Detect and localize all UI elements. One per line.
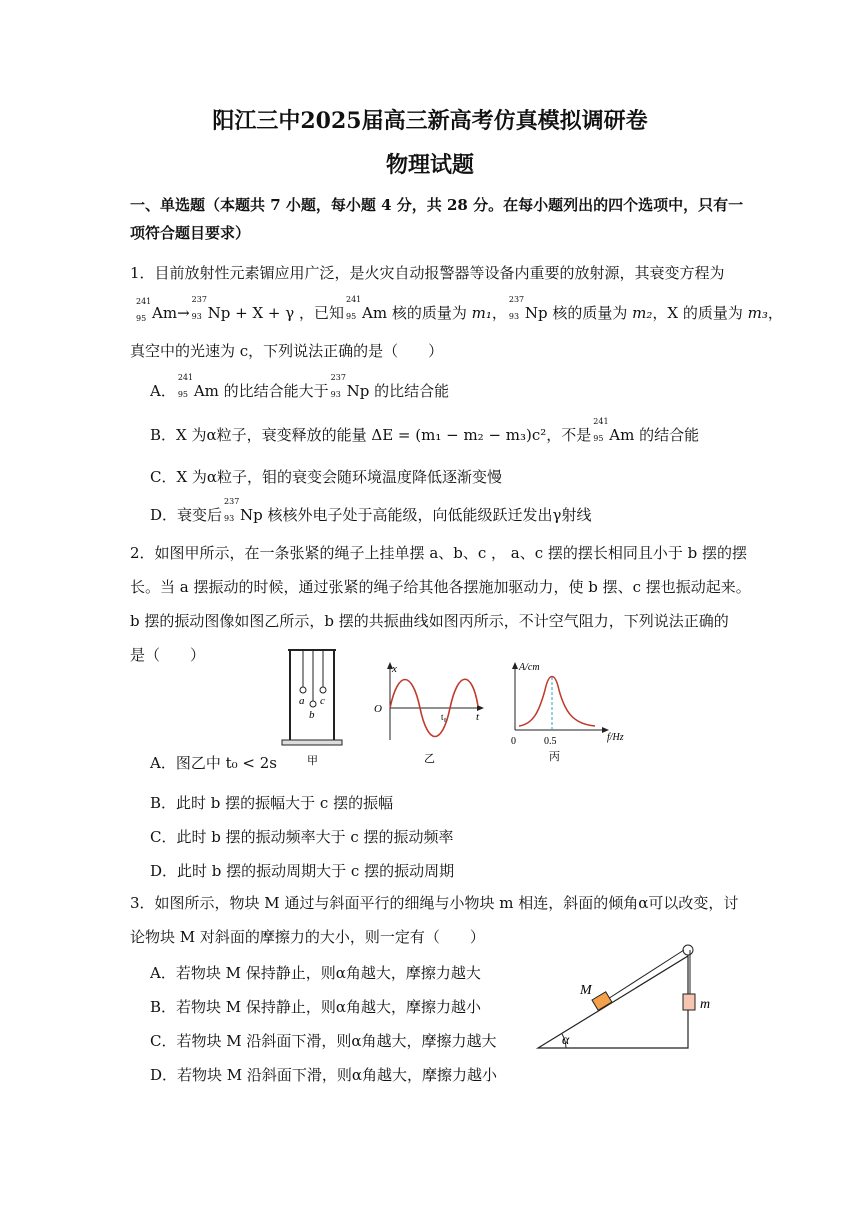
block-m — [683, 994, 695, 1010]
q2-stem-line4: 是（ ） — [130, 646, 206, 664]
label-M: M — [580, 983, 592, 998]
page-subtitle: 物理试题 — [385, 152, 474, 178]
axis-A-label: A/cm — [519, 662, 540, 673]
q1-option-b: B．X 为α粒子，衰变释放的能量 ΔE = (m₁ − m₂ − m₃)c²，不是 241 95 Am 的结合能 — [150, 417, 700, 444]
q3-option-c: C．若物块 M 沿斜面下滑，则α角越大，摩擦力越大 — [150, 1032, 497, 1050]
label-alpha: α — [562, 1033, 570, 1048]
q3-option-d: D．若物块 M 沿斜面下滑，则α角越大，摩擦力越小 — [150, 1066, 498, 1084]
q2-stem-line1: 2．如图甲所示，在一条张紧的绳子上挂单摆 a、b、c ， a、c 摆的摆长相同且小于 b 摆的摆 — [130, 544, 748, 562]
label-m: m — [700, 997, 711, 1012]
section-heading-line2: 项符合题目要求） — [130, 224, 251, 242]
am-nuclide: 241 95 Am — [136, 297, 178, 323]
axis-x-label: x — [392, 663, 397, 675]
pendulum-b-label: b — [309, 709, 315, 721]
q2-stem-line2: 长。当 a 摆振动的时候，通过张紧的绳子给其他各摆施加驱动力，使 b 摆、c 摆也振动起来。 — [130, 578, 751, 596]
section-heading-line1: 一、单选题（本题共 7 小题，每小题 4 分，共 28 分。在每小题列出的四个选项中，只有一 — [130, 196, 744, 214]
zero-label: 0 — [511, 736, 516, 747]
fig-yi-caption: 乙 — [424, 753, 435, 765]
q2-stem-line3: b 摆的振动图像如图乙所示，b 摆的共振曲线如图丙所示，不计空气阻力，下列说法正确的 — [130, 612, 729, 630]
pendulum-c-label: c — [320, 695, 325, 707]
q1-stem-line2: 241 95 Am→ 237 93 Np + X + γ ，已知 241 95 Am 核的质量为 m₁， 237 93 Np 核的质量为 m₂，X 的质量为 m₃， — [136, 295, 783, 323]
tick-05-label: 0.5 — [544, 736, 557, 747]
figure-oscillation-graph — [368, 660, 488, 770]
figure-resonance-curve — [505, 660, 645, 770]
q1-stem-line1: 1．目前放射性元素镅应用广泛，是火灾自动报警器等设备内重要的放射源，其衰变方程为 — [130, 264, 725, 282]
q1-option-d: D．衰变后 237 93 Np 核核外电子处于高能级，向低能级跃迁发出γ射线 — [150, 497, 592, 524]
figure-pendulums — [278, 640, 348, 770]
t0-label: t₀ — [441, 712, 447, 722]
q1-option-c: C．X 为α粒子，钼的衰变会随环境温度降低逐渐变慢 — [150, 468, 503, 486]
axis-t-label: t — [476, 711, 480, 723]
pendulum-a-label: a — [299, 695, 305, 707]
q2-option-c: C．此时 b 摆的振动频率大于 c 摆的振动频率 — [150, 828, 454, 846]
np-nuclide: 237 93 Np + X + γ ，已知 — [191, 295, 344, 322]
figure-incline — [530, 936, 730, 1056]
page-title: 阳江三中2025届高三新高考仿真模拟调研卷 — [212, 108, 648, 134]
q3-option-b: B．若物块 M 保持静止，则α角越大，摩擦力越小 — [150, 998, 482, 1016]
q3-stem-line2: 论物块 M 对斜面的摩擦力的大小，则一定有（ ） — [130, 928, 485, 946]
axis-f-label: f/Hz — [607, 732, 624, 743]
q2-option-d: D．此时 b 摆的振动周期大于 c 摆的振动周期 — [150, 862, 455, 880]
q3-stem-line1: 3．如图所示，物块 M 通过与斜面平行的细绳与小物块 m 相连，斜面的倾角α可以改变，讨 — [130, 894, 739, 912]
q3-option-a: A．若物块 M 保持静止，则α角越大，摩擦力越大 — [150, 964, 481, 982]
q1-stem-line3: 真空中的光速为 c，下列说法正确的是（ ） — [130, 342, 444, 360]
fig-bing-caption: 丙 — [549, 751, 560, 763]
q1-option-a: A． 241 95 Am 的比结合能大于 237 93 Np 的比结合能 — [150, 373, 450, 400]
origin-label: O — [374, 703, 382, 715]
q2-option-b: B．此时 b 摆的振幅大于 c 摆的振幅 — [150, 794, 394, 812]
fig-jia-caption: 甲 — [307, 755, 318, 767]
q2-option-a: A．图乙中 t₀ < 2s — [150, 754, 277, 772]
